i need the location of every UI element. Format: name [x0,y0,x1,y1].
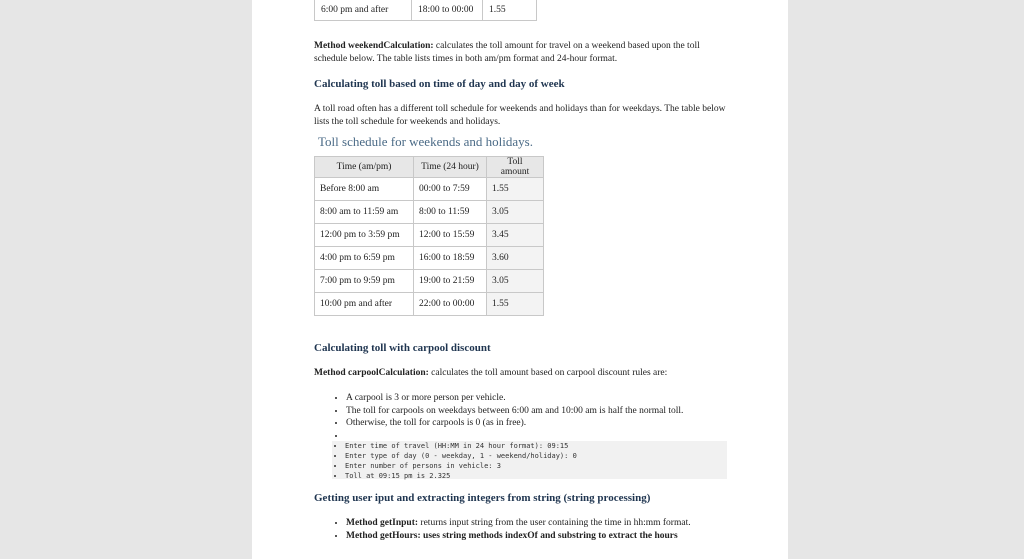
table-row [315,247,544,270]
table-cell: 3.60 [487,247,544,270]
table-cell: 10:00 pm and after [315,293,414,316]
method-name: Method getHours: [346,530,421,541]
table-row [315,270,544,293]
table-row [315,224,544,247]
code-line: • Enter number of persons in vehicle: 3 [345,461,577,471]
previous-table-fragment [314,0,537,21]
input-methods-list [314,517,706,542]
table-cell: 3.45 [487,224,544,247]
section-paragraph: A toll road often has a different toll schedule for weekends and holidays than for weekdays. The table below lists the toll schedule for weekends and holidays. [314,104,726,127]
method-description: returns input string from the user containing the time in hh:mm format. [418,518,691,528]
list-item: • The toll for carpools on weekdays between 6:00 am and 10:00 am is half the normal toll. [346,405,726,418]
toll-schedule-table [314,156,544,316]
method-name: Method carpoolCalculation: [314,368,429,378]
list-item: • Otherwise, the toll for carpools is 0 (as in free). [346,417,726,430]
method-description: calculates the toll amount for travel on a weekend based upon the toll schedule below. The table lists times in both am/pm format and 24-hour format. [314,41,700,64]
method-name: Method weekendCalculation: [314,41,434,51]
document-page [252,0,788,559]
table-cell: 18:00 to 00:00 [412,0,483,21]
table-cell: 12:00 pm to 3:59 pm [315,224,414,247]
code-line: • Enter type of day (0 - weekday, 1 - weekend/holiday): 0 [345,451,577,461]
table-cell: 6:00 pm and after [315,0,412,21]
table-cell: 16:00 to 18:59 [414,247,487,270]
list-item: • A carpool is 3 or more person per vehicle. [346,392,726,405]
table-cell: 3.05 [487,270,544,293]
section-heading: Calculating toll based on time of day and day of week [314,78,565,90]
table-cell: 8:00 am to 11:59 am [315,201,414,224]
table-cell: Before 8:00 am [315,178,414,201]
table-cell: 00:00 to 7:59 [414,178,487,201]
table-row [315,293,544,316]
table-cell: 1.55 [483,0,537,21]
table-cell: 12:00 to 15:59 [414,224,487,247]
table-cell: 7:00 pm to 9:59 pm [315,270,414,293]
carpool-method-paragraph [314,367,730,380]
code-line: • Enter time of travel (HH:MM in 24 hour format): 09:15 [345,441,577,451]
table-cell: 4:00 pm to 6:59 pm [315,247,414,270]
table-caption: Toll schedule for weekends and holidays. [318,134,533,149]
code-line: • Toll at 09:15 pm is 2.325 [345,471,577,481]
weekend-method-paragraph [314,40,730,66]
section-heading: Calculating toll with carpool discount [314,342,491,354]
method-name: Method getInput: [346,518,419,528]
section-heading: Getting user iput and extracting integers from string (string processing) [314,492,651,504]
carpool-rules-list [314,392,726,442]
table-row [315,201,544,224]
column-header: Time (24 hour) [414,157,487,178]
method-description: uses string methods indexOf and substring to extract the hours [420,530,678,541]
list-item [346,517,706,530]
table-header-row [315,157,544,178]
method-description: calculates the toll amount based on carpool discount rules are: [428,368,668,378]
table-cell: 3.05 [487,201,544,224]
table-row [315,0,537,21]
table-cell: 1.55 [487,178,544,201]
table-cell: 1.55 [487,293,544,316]
table-cell: 22:00 to 00:00 [414,293,487,316]
table-row [315,178,544,201]
column-header: Toll amount [487,157,544,178]
list-item [346,530,706,543]
column-header: Time (am/pm) [315,157,414,178]
table-cell: 19:00 to 21:59 [414,270,487,293]
table-cell: 8:00 to 11:59 [414,201,487,224]
code-sample-lines [314,441,577,481]
